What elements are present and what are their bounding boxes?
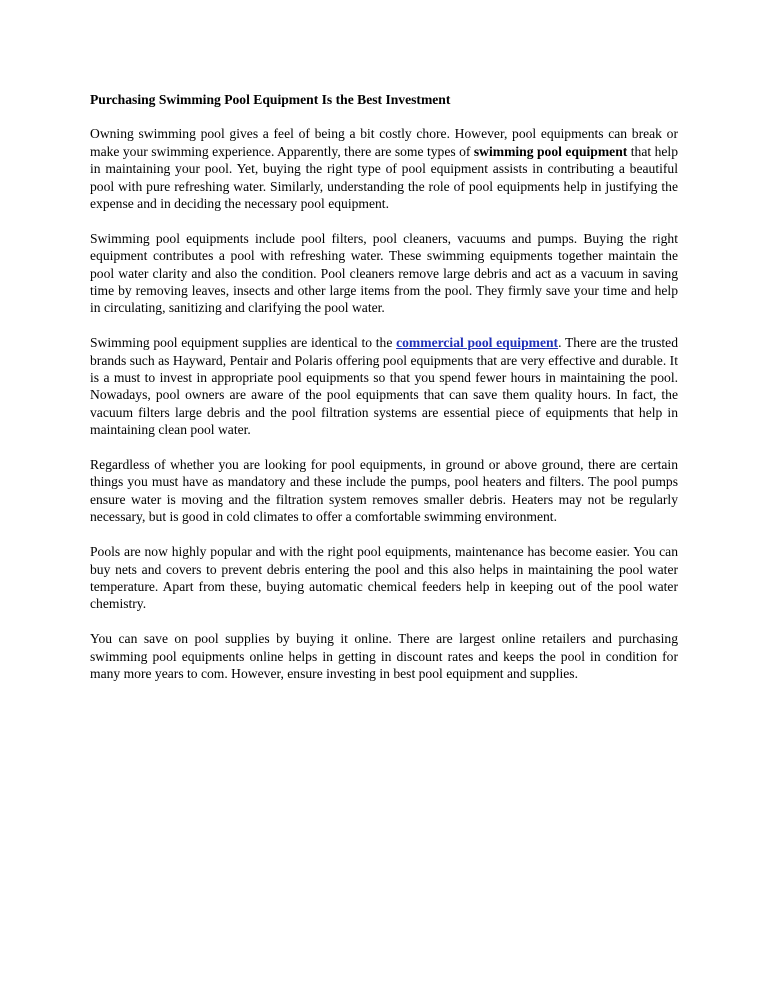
document-page <box>90 91 678 700</box>
paragraph-4: Regardless of whether you are looking for pool equipments, in ground or above ground, there are certain things you must have as mandatory and these include the pumps, pool heaters and filters. The pool pumps ensure water is moving and the filtration system removes smaller debris. Heaters may not be regularly necessary, but is good in cold climates to offer a comfortable swimming environment. <box>90 457 678 525</box>
paragraph-6: You can save on pool supplies by buying it online. There are largest online retailers and purchasing swimming pool equipments online helps in getting in discount rates and keeps the pool in condition for many more years to com. However, ensure investing in best pool equipment and supplies. <box>90 631 678 681</box>
paragraph-1 <box>90 125 678 212</box>
paragraph-2: Swimming pool equipments include pool filters, pool cleaners, vacuums and pumps. Buying the right equipment contributes a pool with refreshing water. These swimming equipments together maintain the pool water clarity and also the condition. Pool cleaners remove large debris and act as a vacuum in saving time by removing leaves, insects and other large items from the pool. They firmly save your time and help in circulating, sanitizing and clarifying the pool water. <box>90 230 678 316</box>
paragraph-1-text-end: that help in maintaining your pool. Yet, buying the right type of pool equipment assists in contributing a beautiful pool with pure refreshing water. Similarly, understanding the role of pool equipments help in justifying the expense and in deciding the necessary pool equipment. <box>90 143 678 212</box>
swimming-pool-equipment-bold: swimming pool equipment <box>473 143 628 159</box>
paragraph-3 <box>90 334 678 438</box>
document-title: Purchasing Swimming Pool Equipment Is the Best Investment <box>90 92 451 107</box>
commercial-pool-equipment-link[interactable]: commercial pool equipment <box>396 335 559 351</box>
paragraph-5: Pools are now highly popular and with the right pool equipments, maintenance has become easier. You can buy nets and covers to prevent debris entering the pool and this also helps in maintaining the pool water temperature. Apart from these, buying automatic chemical feeders help in keeping out of the pool water chemistry. <box>90 544 678 612</box>
paragraph-3-text-end: . There are the trusted brands such as Hayward, Pentair and Polaris offering pool equipments that are very effective and durable. It is a must to invest in appropriate pool equipments so that you spend fewer hours in maintaining the pool. Nowadays, pool owners are aware of the pool equipments that can save them quality hours. In fact, the vacuum filters large debris and the pool filtration systems are essential piece of equipments that help in maintaining clean pool water. <box>90 335 678 438</box>
paragraph-1-text-start: Owning swimming pool gives a feel of being a bit costly chore. However, pool equipments can break or make your swimming experience. Apparently, there are some types of <box>90 126 678 159</box>
paragraph-3-text-start: Swimming pool equipment supplies are identical to the <box>90 335 397 351</box>
